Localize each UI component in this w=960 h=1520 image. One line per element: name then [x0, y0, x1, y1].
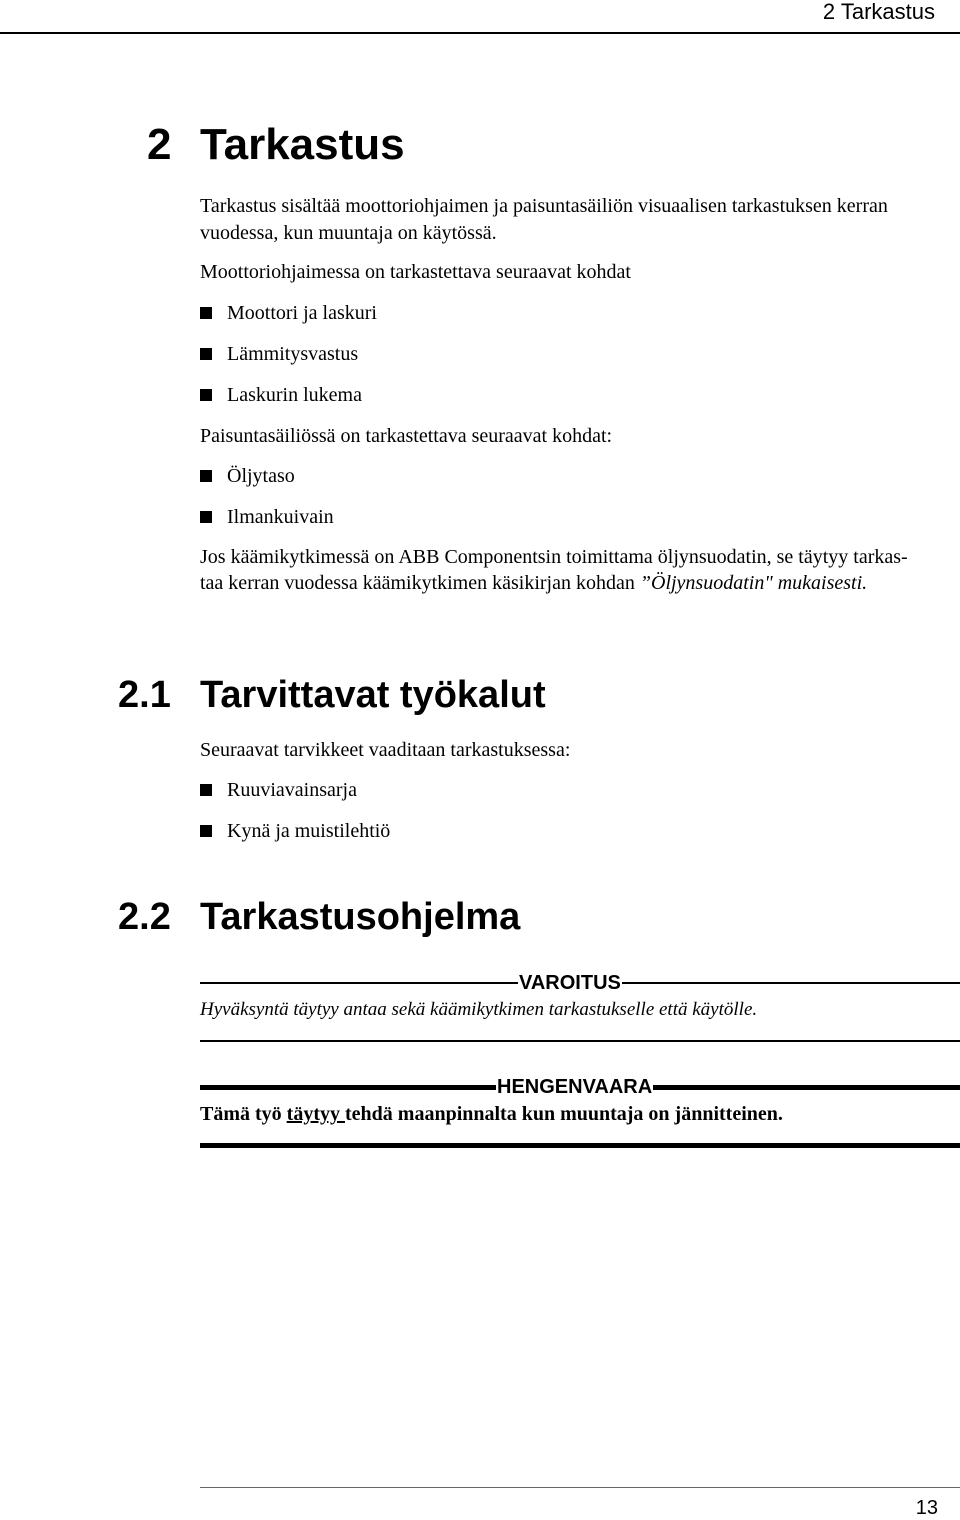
section-title: Tarkastus: [200, 120, 405, 169]
list-item: Moottori ja laskuri: [200, 301, 377, 325]
danger-bottom-rule: [200, 1143, 960, 1148]
bullet-icon: [200, 511, 212, 523]
filter-note: [200, 544, 930, 596]
danger-text: Tämä työ täytyy tehdä maanpinnalta kun muuntaja on jännitteinen.: [200, 1103, 783, 1125]
list-item: Lämmitysvastus: [200, 342, 358, 366]
section-heading: [147, 120, 647, 170]
danger-label: HENGENVAARA: [497, 1076, 653, 1098]
filter-note-text: Jos käämikytkimessä on ABB Componentsin toimittama öljynsuodatin, se täytyy tarkas-taa kerran vuodessa käämikytkimen käsikirjan kohdan: [200, 546, 908, 594]
warning-label-wrap: [518, 972, 622, 994]
running-header: 2 Tarkastus: [822, 0, 935, 24]
subsection-heading-program: [118, 895, 718, 939]
list-item: Ruuviavainsarja: [200, 778, 357, 802]
warning-bottom-rule: [200, 1040, 960, 1042]
subsection-title: Tarvittavat työkalut: [200, 674, 546, 716]
bullet-icon: [200, 348, 212, 360]
bullet-icon: [200, 470, 212, 482]
list-item: Laskurin lukema: [200, 383, 362, 407]
danger-label-wrap: [496, 1076, 653, 1098]
bullet-icon: [200, 307, 212, 319]
list-item: Ilmankuivain: [200, 505, 334, 529]
danger-emphasis: täytyy: [286, 1103, 345, 1125]
tools-lead: Seuraavat tarvikkeet vaaditaan tarkastuksessa:: [200, 739, 571, 761]
list-item: Öljytaso: [200, 464, 295, 488]
footer-rule: [200, 1487, 960, 1488]
subsection-title: Tarkastusohjelma: [200, 896, 521, 938]
bullet-icon: [200, 825, 212, 837]
subsection-number: 2.1: [118, 674, 171, 716]
filter-note-reference: ”Öljynsuodatin" mukaisesti.: [639, 572, 868, 594]
bullet-icon: [200, 389, 212, 401]
header-rule: [0, 32, 960, 34]
warning-text: Hyväksyntä täytyy antaa sekä käämikytkimen tarkastukselle että käytölle.: [200, 999, 758, 1020]
warning-label: VAROITUS: [519, 972, 621, 994]
subsection-number: 2.2: [118, 896, 171, 938]
intro-paragraph: Tarkastus sisältää moottoriohjaimen ja paisuntasäiliön visuaalisen tarkastuksen kerran vuodessa, kun muuntaja on käytössä.: [200, 195, 888, 244]
bullet-icon: [200, 784, 212, 796]
page-number: 13: [915, 1497, 938, 1519]
list-item: Kynä ja muistilehtiö: [200, 819, 390, 843]
subsection-heading-tools: [118, 673, 718, 717]
section-number: 2: [147, 120, 172, 169]
tank-lead: Paisuntasäiliössä on tarkastettava seuraavat kohdat:: [200, 425, 613, 447]
controller-lead: Moottoriohjaimessa on tarkastettava seuraavat kohdat: [200, 261, 631, 283]
